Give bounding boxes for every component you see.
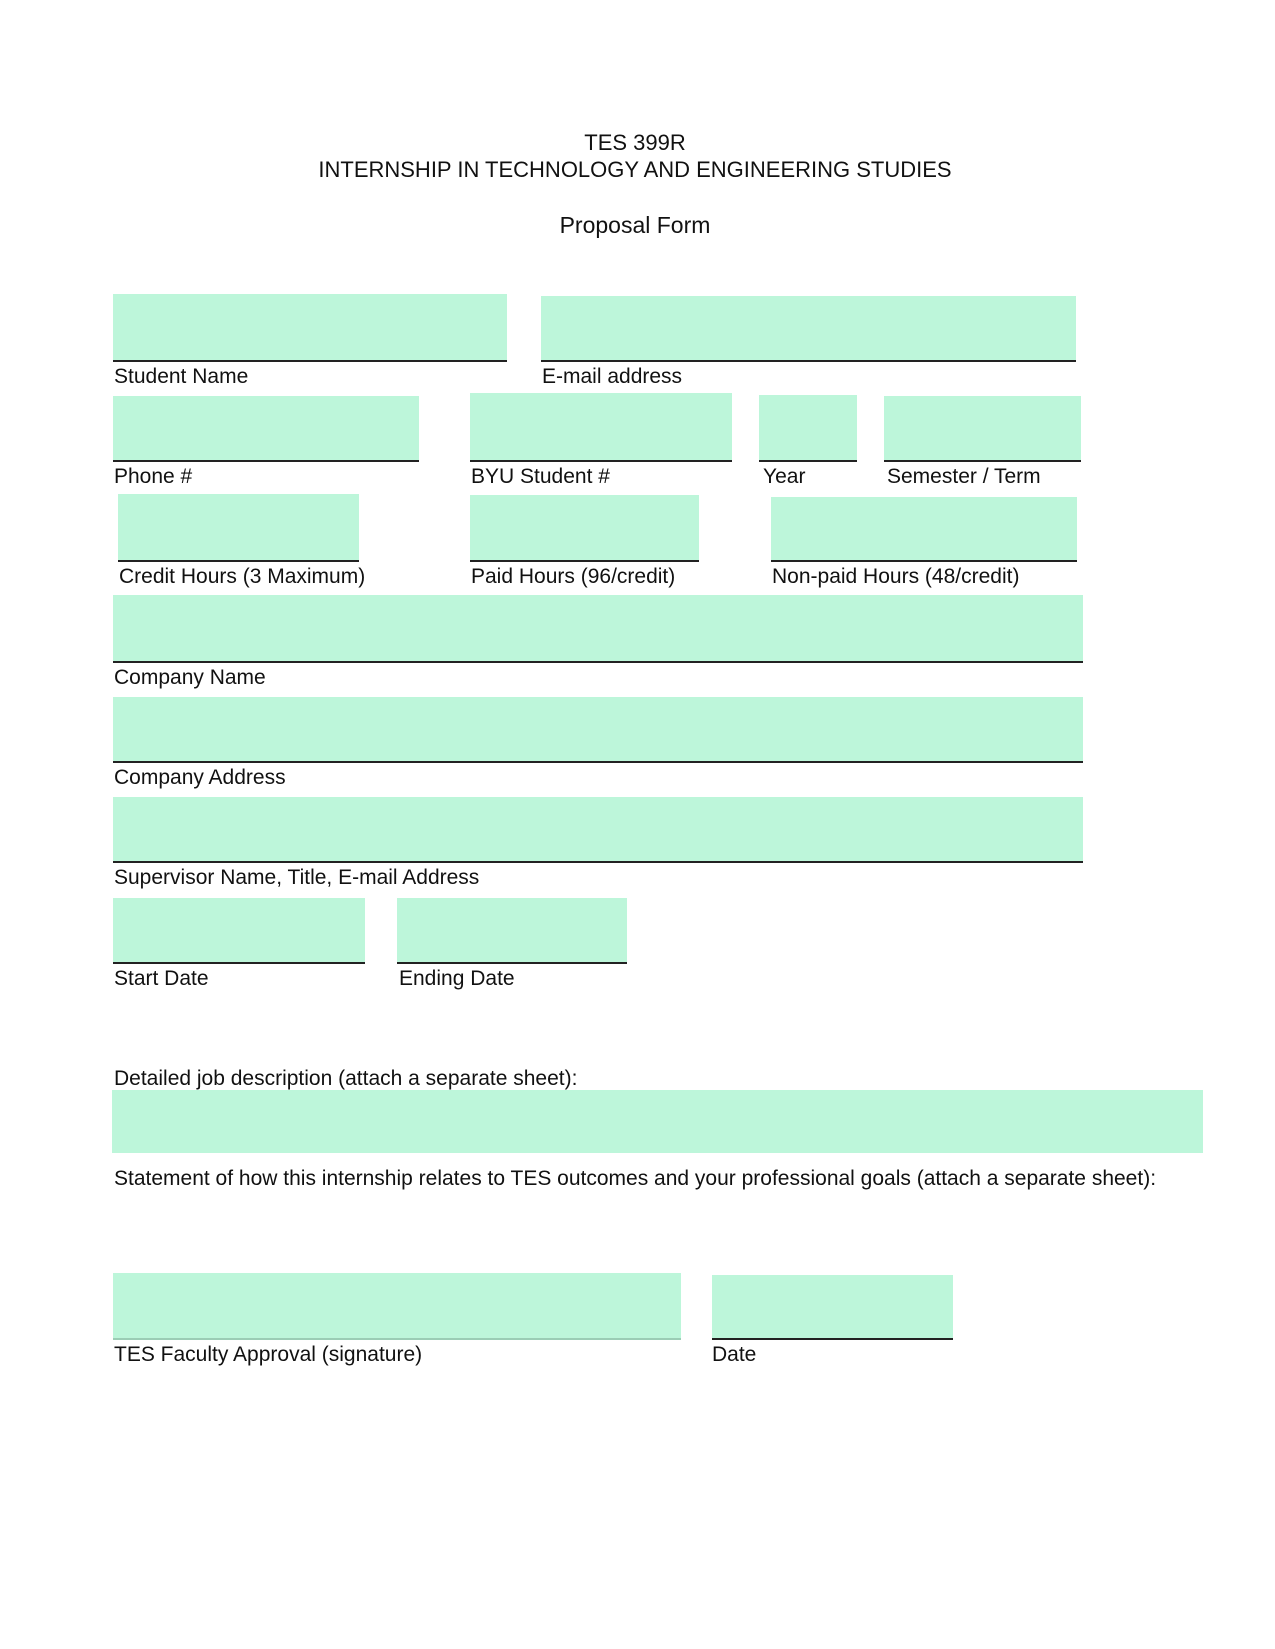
company-address-label: Company Address — [114, 766, 286, 789]
phone-field[interactable] — [113, 396, 419, 462]
supervisor-field[interactable] — [113, 797, 1083, 863]
start-date-field[interactable] — [113, 898, 365, 964]
nonpaid-hours-field[interactable] — [771, 497, 1077, 562]
faculty-approval-label: TES Faculty Approval (signature) — [114, 1343, 423, 1366]
year-field[interactable] — [759, 395, 857, 462]
course-title: INTERNSHIP IN TECHNOLOGY AND ENGINEERING STUDIES — [318, 157, 952, 182]
email-label: E-mail address — [542, 365, 683, 388]
course-code: TES 399R — [584, 130, 686, 155]
nonpaid-hours-label: Non-paid Hours (48/credit) — [772, 565, 1020, 588]
faculty-approval-signature-field[interactable] — [113, 1273, 681, 1340]
paid-hours-field[interactable] — [470, 495, 699, 562]
student-name-label: Student Name — [114, 365, 249, 388]
job-description-label: Detailed job description (attach a separate sheet): — [114, 1067, 578, 1090]
paid-hours-label: Paid Hours (96/credit) — [471, 565, 676, 588]
email-field[interactable] — [541, 296, 1076, 362]
phone-label: Phone # — [114, 465, 193, 488]
byu-student-number-field[interactable] — [470, 393, 732, 462]
credit-hours-field[interactable] — [118, 494, 359, 562]
semester-term-field[interactable] — [884, 396, 1081, 462]
start-date-label: Start Date — [114, 967, 209, 990]
form-title: Proposal Form — [559, 212, 711, 238]
approval-date-label: Date — [712, 1343, 757, 1366]
ending-date-label: Ending Date — [399, 967, 515, 990]
byu-student-number-label: BYU Student # — [471, 465, 610, 488]
semester-term-label: Semester / Term — [887, 465, 1041, 488]
ending-date-field[interactable] — [397, 898, 627, 964]
supervisor-label: Supervisor Name, Title, E-mail Address — [114, 866, 480, 889]
credit-hours-label: Credit Hours (3 Maximum) — [119, 565, 366, 588]
job-description-field[interactable] — [112, 1090, 1203, 1153]
company-address-field[interactable] — [113, 697, 1083, 763]
student-name-field[interactable] — [113, 294, 507, 362]
company-name-field[interactable] — [113, 595, 1083, 663]
year-label: Year — [763, 465, 806, 488]
company-name-label: Company Name — [114, 666, 266, 689]
statement-label: Statement of how this internship relates to TES outcomes and your professional goals (attach a separate sheet): — [114, 1167, 1157, 1190]
approval-date-field[interactable] — [712, 1275, 953, 1340]
